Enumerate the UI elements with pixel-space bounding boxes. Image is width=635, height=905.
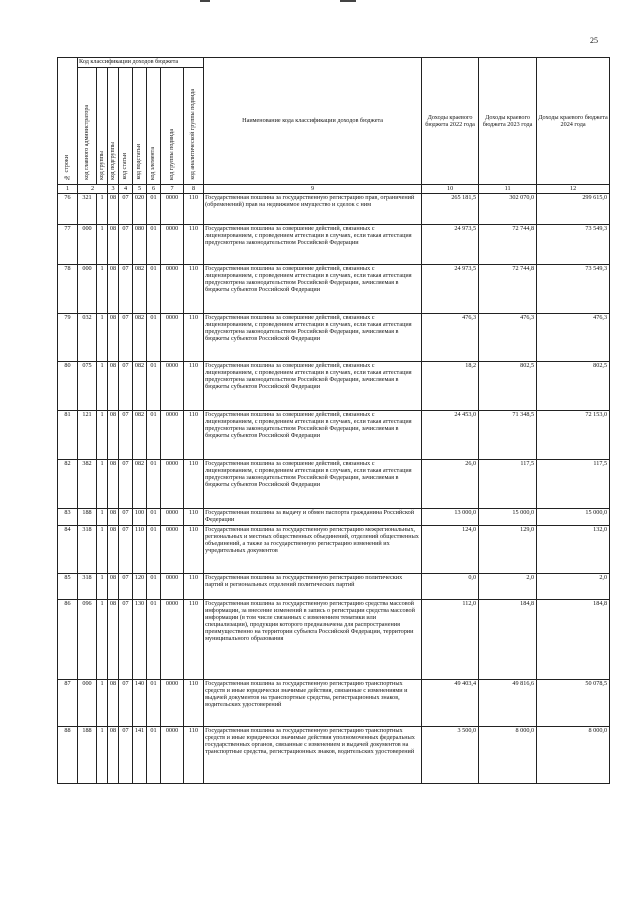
- code-subarticle-cell: 130: [133, 600, 147, 680]
- code-analytic-group-header: код аналитической группы подвида: [184, 68, 204, 185]
- code-subarticle-cell: 082: [133, 460, 147, 509]
- code-article-cell: 07: [119, 194, 133, 225]
- column-number: 3: [108, 185, 119, 194]
- row-number-cell: 81: [58, 411, 78, 460]
- code-analytic-group-cell: 110: [184, 314, 204, 362]
- code-element-header: код элемента: [147, 68, 161, 185]
- code-element-cell: 01: [147, 574, 161, 600]
- code-group-cell: 1: [97, 680, 108, 727]
- code-admin-cell: 000: [78, 680, 97, 727]
- income-2022-cell: 18,2: [422, 362, 479, 411]
- code-group-cell: 1: [97, 727, 108, 784]
- code-article-header: код статьи: [119, 68, 133, 185]
- income-2024-cell: 476,3: [537, 314, 610, 362]
- code-group-cell: 1: [97, 574, 108, 600]
- code-element-cell: 01: [147, 194, 161, 225]
- code-group-header: код группы: [97, 68, 108, 185]
- code-subgroup-cell: 08: [108, 362, 119, 411]
- code-subgroup-cell: 08: [108, 680, 119, 727]
- table-row: [58, 460, 610, 509]
- code-subtype-group-header: код группы подвида: [161, 68, 184, 185]
- code-element-cell: 01: [147, 314, 161, 362]
- code-element-cell: 01: [147, 265, 161, 314]
- column-number: 1: [58, 185, 78, 194]
- income-2022-cell: 3 500,0: [422, 727, 479, 784]
- code-element-cell: 01: [147, 225, 161, 265]
- code-analytic-group-cell: 110: [184, 411, 204, 460]
- code-group-cell: 1: [97, 526, 108, 574]
- code-admin-cell: 000: [78, 265, 97, 314]
- code-article-cell: 07: [119, 509, 133, 526]
- row-number-cell: 80: [58, 362, 78, 411]
- row-number-cell: 84: [58, 526, 78, 574]
- income-2024-cell: 15 000,0: [537, 509, 610, 526]
- code-admin-cell: 075: [78, 362, 97, 411]
- code-group-cell: 1: [97, 362, 108, 411]
- income-2022-cell: 112,0: [422, 600, 479, 680]
- code-subgroup-cell: 08: [108, 460, 119, 509]
- row-number-header: № строки: [58, 58, 78, 185]
- table-row: [58, 314, 610, 362]
- income-name-cell: Государственная пошлина за государственную регистрацию межрегиональных, региональных и местных общественных объединений, отделений общественных объединений, а также за государственную регистрацию изменений их учредительных документов: [204, 526, 422, 574]
- code-subtype-group-cell: 0000: [161, 600, 184, 680]
- income-2024-cell: 72 153,0: [537, 411, 610, 460]
- code-analytic-group-cell: 110: [184, 225, 204, 265]
- code-subarticle-cell: 100: [133, 509, 147, 526]
- code-group-cell: 1: [97, 509, 108, 526]
- income-name-cell: Государственная пошлина за совершение действий, связанных с лицензированием, с проведением аттестации в случаях, если такая аттестация предусмотрена законодательством Российской Федерации: [204, 225, 422, 265]
- code-article-cell: 07: [119, 574, 133, 600]
- income-name-cell: Государственная пошлина за государственную регистрацию средства массовой информации, за внесение изменений в запись о регистрации средства массовой информации (в том числе связанных с изменением тематики или специализации), продукция которого предназначена для распространения преимущественно на территории субъекта Российской Федерации, территории муниципального образования: [204, 600, 422, 680]
- row-number-cell: 86: [58, 600, 78, 680]
- income-name-cell: Государственная пошлина за государственную регистрацию транспортных средств и иные юридически значимые действия, связанные с изменениями и выдачей документов на транспортные средства, регистрационных знаков, водительских удостоверений: [204, 680, 422, 727]
- table-row: [58, 526, 610, 574]
- income-2023-cell: 15 000,0: [479, 509, 537, 526]
- income-name-cell: Государственная пошлина за совершение действий, связанных с лицензированием, с проведением аттестации в случаях, если такая аттестация предусмотрена законодательством Российской Федерации, зачисляемая в бюджеты субъектов Российской Федерации: [204, 460, 422, 509]
- income-2024-cell: 299 615,0: [537, 194, 610, 225]
- table-row: [58, 509, 610, 526]
- code-subtype-group-cell: 0000: [161, 265, 184, 314]
- code-analytic-group-cell: 110: [184, 509, 204, 526]
- income-2024-cell: 2,0: [537, 574, 610, 600]
- income-2022-cell: 0,0: [422, 574, 479, 600]
- code-admin-header: код главного администратора: [78, 68, 97, 185]
- code-subgroup-cell: 08: [108, 411, 119, 460]
- code-element-cell: 01: [147, 526, 161, 574]
- income-2024-header: Доходы краевого бюджета 2024 года: [537, 58, 610, 185]
- code-admin-cell: 096: [78, 600, 97, 680]
- code-article-cell: 07: [119, 526, 133, 574]
- income-2024-cell: 132,0: [537, 526, 610, 574]
- income-name-cell: Государственная пошлина за государственную регистрацию прав, ограничений (обременений) прав на недвижимое имущество и сделок с ним: [204, 194, 422, 225]
- code-analytic-group-cell: 110: [184, 265, 204, 314]
- code-subtype-group-cell: 0000: [161, 225, 184, 265]
- code-analytic-group-cell: 110: [184, 680, 204, 727]
- table-row: [58, 727, 610, 784]
- income-2023-cell: 72 744,8: [479, 265, 537, 314]
- income-2023-cell: 476,3: [479, 314, 537, 362]
- income-name-cell: Государственная пошлина за государственную регистрацию политических партий и региональных отделений политических партий: [204, 574, 422, 600]
- code-article-cell: 07: [119, 314, 133, 362]
- table-row: [58, 411, 610, 460]
- code-group-cell: 1: [97, 411, 108, 460]
- income-2022-cell: 476,3: [422, 314, 479, 362]
- column-number: 12: [537, 185, 610, 194]
- code-subarticle-cell: 140: [133, 680, 147, 727]
- row-number-cell: 76: [58, 194, 78, 225]
- code-admin-cell: 032: [78, 314, 97, 362]
- code-analytic-group-cell: 110: [184, 460, 204, 509]
- code-subtype-group-cell: 0000: [161, 194, 184, 225]
- code-admin-cell: 188: [78, 727, 97, 784]
- code-subarticle-cell: 082: [133, 411, 147, 460]
- income-2023-cell: 72 744,8: [479, 225, 537, 265]
- code-subtype-group-cell: 0000: [161, 509, 184, 526]
- code-subtype-group-cell: 0000: [161, 460, 184, 509]
- code-admin-cell: 121: [78, 411, 97, 460]
- code-element-cell: 01: [147, 600, 161, 680]
- income-2023-header: Доходы краевого бюджета 2023 года: [479, 58, 537, 185]
- income-name-cell: Государственная пошлина за государственную регистрацию транспортных средств и иные юридически значимые действия уполномоченных федеральных государственных органов, связанные с изменением и выдачей документов на транспортные средства, регистрационных знаков, водительских удостоверений: [204, 727, 422, 784]
- code-subarticle-header: код подстатьи: [133, 68, 147, 185]
- income-2024-cell: 73 549,3: [537, 225, 610, 265]
- income-2023-cell: 49 816,6: [479, 680, 537, 727]
- code-subgroup-cell: 08: [108, 526, 119, 574]
- code-subarticle-cell: 082: [133, 265, 147, 314]
- row-number-cell: 87: [58, 680, 78, 727]
- table-row: [58, 574, 610, 600]
- code-article-cell: 07: [119, 680, 133, 727]
- income-2022-header: Доходы краевого бюджета 2022 года: [422, 58, 479, 185]
- column-number: 6: [147, 185, 161, 194]
- code-group-cell: 1: [97, 225, 108, 265]
- row-number-cell: 77: [58, 225, 78, 265]
- income-2022-cell: 49 403,4: [422, 680, 479, 727]
- page-number: 25: [590, 36, 598, 45]
- code-analytic-group-cell: 110: [184, 600, 204, 680]
- code-subtype-group-cell: 0000: [161, 362, 184, 411]
- column-number: 2: [78, 185, 108, 194]
- column-number: 8: [184, 185, 204, 194]
- code-element-cell: 01: [147, 509, 161, 526]
- code-analytic-group-cell: 110: [184, 194, 204, 225]
- income-2022-cell: 13 000,0: [422, 509, 479, 526]
- code-group-cell: 1: [97, 460, 108, 509]
- table-row: [58, 362, 610, 411]
- table-row: [58, 265, 610, 314]
- name-column-header: Наименование кода классификации доходов бюджета: [204, 58, 422, 185]
- code-subarticle-cell: 080: [133, 225, 147, 265]
- income-2022-cell: 24 973,5: [422, 225, 479, 265]
- code-group-cell: 1: [97, 265, 108, 314]
- classification-group-header: Код классификации доходов бюджета: [78, 58, 204, 68]
- code-article-cell: 07: [119, 460, 133, 509]
- code-subarticle-cell: 120: [133, 574, 147, 600]
- income-2024-cell: 184,8: [537, 600, 610, 680]
- code-admin-cell: 188: [78, 509, 97, 526]
- code-group-cell: 1: [97, 194, 108, 225]
- income-name-cell: Государственная пошлина за совершение действий, связанных с лицензированием, с проведением аттестации в случаях, если такая аттестация предусмотрена законодательством Российской Федерации, зачисляемая в бюджеты субъектов Российской Федерации: [204, 314, 422, 362]
- code-analytic-group-cell: 110: [184, 727, 204, 784]
- code-subtype-group-cell: 0000: [161, 680, 184, 727]
- code-subgroup-header: код подгруппы: [108, 68, 119, 185]
- code-subtype-group-cell: 0000: [161, 314, 184, 362]
- income-2022-cell: 124,0: [422, 526, 479, 574]
- budget-revenue-table: [57, 57, 610, 784]
- code-subarticle-cell: 110: [133, 526, 147, 574]
- code-analytic-group-cell: 110: [184, 574, 204, 600]
- table-row: [58, 600, 610, 680]
- income-2023-cell: 8 000,0: [479, 727, 537, 784]
- income-name-cell: Государственная пошлина за совершение действий, связанных с лицензированием, с проведением аттестации в случаях, если такая аттестация предусмотрена законодательством Российской Федерации, зачисляемая в бюджеты субъектов Российской Федерации: [204, 362, 422, 411]
- income-2022-cell: 265 181,5: [422, 194, 479, 225]
- row-number-cell: 88: [58, 727, 78, 784]
- income-2023-cell: 184,8: [479, 600, 537, 680]
- code-article-cell: 07: [119, 727, 133, 784]
- row-number-cell: 85: [58, 574, 78, 600]
- income-2023-cell: 71 348,5: [479, 411, 537, 460]
- code-subgroup-cell: 08: [108, 727, 119, 784]
- code-subgroup-cell: 08: [108, 509, 119, 526]
- code-analytic-group-cell: 110: [184, 526, 204, 574]
- code-element-cell: 01: [147, 362, 161, 411]
- income-2024-cell: 73 549,3: [537, 265, 610, 314]
- table-row: [58, 225, 610, 265]
- code-subtype-group-cell: 0000: [161, 574, 184, 600]
- code-subarticle-cell: 141: [133, 727, 147, 784]
- code-admin-cell: 000: [78, 225, 97, 265]
- code-element-cell: 01: [147, 680, 161, 727]
- code-element-cell: 01: [147, 460, 161, 509]
- column-number: 10: [422, 185, 479, 194]
- income-2024-cell: 50 078,5: [537, 680, 610, 727]
- income-name-cell: Государственная пошлина за совершение действий, связанных с лицензированием, с проведением аттестации в случаях, если такая аттестация предусмотрена законодательством Российской Федерации, зачисляемая в бюджеты субъектов Российской Федерации: [204, 265, 422, 314]
- income-2023-cell: 117,5: [479, 460, 537, 509]
- row-number-cell: 82: [58, 460, 78, 509]
- code-article-cell: 07: [119, 411, 133, 460]
- row-number-cell: 78: [58, 265, 78, 314]
- income-2023-cell: 2,0: [479, 574, 537, 600]
- code-subarticle-cell: 082: [133, 314, 147, 362]
- code-group-cell: 1: [97, 600, 108, 680]
- income-name-cell: Государственная пошлина за совершение действий, связанных с лицензированием, с проведением аттестации в случаях, если такая аттестация предусмотрена законодательством Российской Федерации, зачисляемая в бюджеты субъектов Российской Федерации: [204, 411, 422, 460]
- row-number-cell: 79: [58, 314, 78, 362]
- table-row: [58, 194, 610, 225]
- code-admin-cell: 318: [78, 526, 97, 574]
- column-number: 4: [119, 185, 133, 194]
- code-element-cell: 01: [147, 411, 161, 460]
- column-number: 7: [161, 185, 184, 194]
- code-subtype-group-cell: 0000: [161, 411, 184, 460]
- income-2022-cell: 24 973,5: [422, 265, 479, 314]
- code-article-cell: 07: [119, 265, 133, 314]
- code-subgroup-cell: 08: [108, 314, 119, 362]
- income-2024-cell: 802,5: [537, 362, 610, 411]
- code-subgroup-cell: 08: [108, 194, 119, 225]
- code-admin-cell: 318: [78, 574, 97, 600]
- code-subarticle-cell: 082: [133, 362, 147, 411]
- income-2023-cell: 302 070,0: [479, 194, 537, 225]
- row-number-cell: 83: [58, 509, 78, 526]
- code-element-cell: 01: [147, 727, 161, 784]
- table-row: [58, 680, 610, 727]
- code-subgroup-cell: 08: [108, 265, 119, 314]
- code-admin-cell: 382: [78, 460, 97, 509]
- code-analytic-group-cell: 110: [184, 362, 204, 411]
- income-2022-cell: 26,0: [422, 460, 479, 509]
- column-number: 11: [479, 185, 537, 194]
- code-subarticle-cell: 020: [133, 194, 147, 225]
- code-article-cell: 07: [119, 362, 133, 411]
- code-subgroup-cell: 08: [108, 225, 119, 265]
- income-2023-cell: 129,0: [479, 526, 537, 574]
- code-group-cell: 1: [97, 314, 108, 362]
- column-number: 9: [204, 185, 422, 194]
- column-numbers-row: [58, 185, 610, 194]
- income-2024-cell: 8 000,0: [537, 727, 610, 784]
- column-number: 5: [133, 185, 147, 194]
- code-admin-cell: 321: [78, 194, 97, 225]
- income-2023-cell: 802,5: [479, 362, 537, 411]
- income-2022-cell: 24 453,0: [422, 411, 479, 460]
- code-subgroup-cell: 08: [108, 574, 119, 600]
- scan-mark-left: [200, 0, 210, 2]
- code-subtype-group-cell: 0000: [161, 526, 184, 574]
- code-article-cell: 07: [119, 600, 133, 680]
- income-2024-cell: 117,5: [537, 460, 610, 509]
- scan-mark-right: [340, 0, 356, 2]
- code-subgroup-cell: 08: [108, 600, 119, 680]
- income-name-cell: Государственная пошлина за выдачу и обмен паспорта гражданина Российской Федерации: [204, 509, 422, 526]
- table-body: [58, 194, 610, 784]
- code-subtype-group-cell: 0000: [161, 727, 184, 784]
- code-article-cell: 07: [119, 225, 133, 265]
